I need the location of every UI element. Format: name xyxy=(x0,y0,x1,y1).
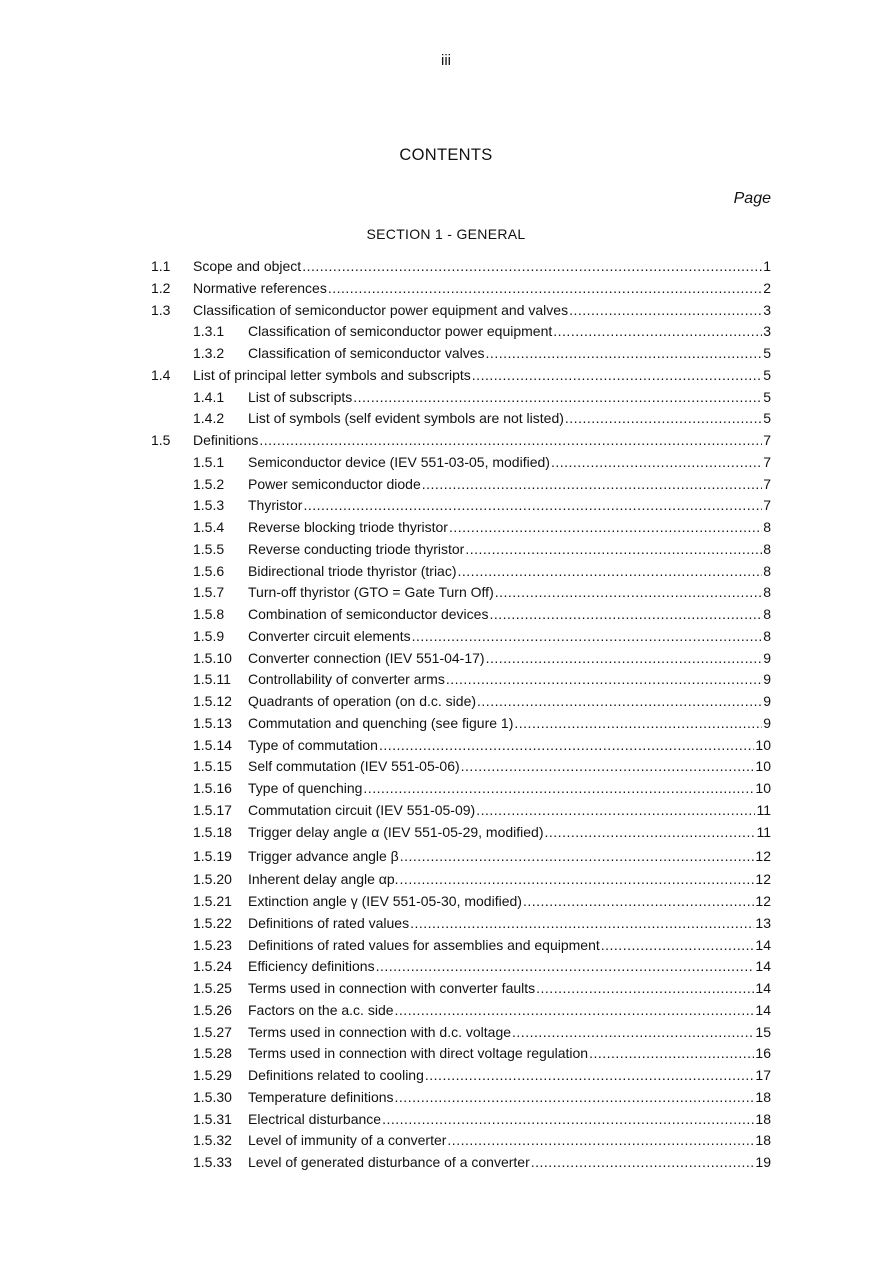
toc-entry-title: Thyristor xyxy=(248,497,303,514)
toc-entry-title: Commutation and quenching (see figure 1) xyxy=(248,714,514,731)
toc-dot-leader xyxy=(489,604,762,626)
toc-entry-page: 14 xyxy=(755,980,771,996)
toc-entry xyxy=(0,1065,892,1087)
toc-entry xyxy=(0,713,892,735)
toc-entry xyxy=(0,582,892,604)
toc-entry xyxy=(0,408,892,430)
toc-entry-line xyxy=(248,561,771,583)
toc-entry-number: 1.5.31 xyxy=(193,1110,232,1127)
toc-entry-title: Classification of semiconductor power equipment and valves xyxy=(193,301,569,318)
toc-entry-title: Type of commutation xyxy=(248,736,378,753)
toc-entry-title: Factors on the a.c. side xyxy=(248,1001,394,1018)
toc-entry-line xyxy=(248,691,771,713)
toc-entry-line xyxy=(248,539,771,561)
toc-entry xyxy=(0,256,892,278)
toc-entry-title: Reverse blocking triode thyristor xyxy=(248,519,448,535)
toc-entry-number: 1.5.1 xyxy=(193,453,225,470)
toc-entry-title: List of principal letter symbols and subscripts xyxy=(193,366,471,383)
toc-entry-line xyxy=(248,822,771,844)
toc-entry-number: 1.5.13 xyxy=(193,714,232,731)
toc-entry xyxy=(0,321,892,343)
toc-entry-line xyxy=(248,495,771,517)
toc-dot-leader xyxy=(472,365,762,387)
toc-entry-page: 3 xyxy=(763,301,771,318)
toc-entry-page: 9 xyxy=(763,714,771,731)
toc-entry-number: 1.5.33 xyxy=(193,1154,232,1170)
toc-entry-number: 1.5.27 xyxy=(193,1023,232,1040)
toc-dot-leader xyxy=(379,735,754,757)
toc-entry-page: 10 xyxy=(755,780,771,796)
toc-entry-number: 1.4.1 xyxy=(193,388,225,405)
toc-entry xyxy=(0,539,892,561)
toc-entry-line xyxy=(248,387,771,409)
toc-dot-leader xyxy=(486,648,763,670)
toc-entry-line xyxy=(193,430,771,452)
toc-entry xyxy=(0,778,892,800)
toc-entry-line xyxy=(248,626,771,648)
toc-entry-page: 8 xyxy=(763,627,771,644)
toc-dot-leader xyxy=(303,495,762,517)
toc-entry xyxy=(0,604,892,626)
toc-dot-leader xyxy=(486,343,763,365)
toc-dot-leader xyxy=(569,300,762,322)
toc-dot-leader xyxy=(458,561,763,583)
toc-entry-title: Quadrants of operation (on d.c. side) xyxy=(248,693,477,709)
toc-entry-number: 1.5.25 xyxy=(193,980,232,996)
toc-entry-number: 1.5.20 xyxy=(193,871,232,888)
toc-entry-title: Inherent delay angle αp. xyxy=(248,871,399,888)
toc-dot-leader xyxy=(382,1109,754,1131)
toc-entry xyxy=(0,1043,892,1065)
toc-dot-leader xyxy=(449,517,762,539)
toc-entry-number: 1.5.14 xyxy=(193,736,232,753)
toc-entry-line xyxy=(248,1022,771,1044)
toc-entry-number: 1.3.1 xyxy=(193,323,225,340)
toc-dot-leader xyxy=(545,822,756,844)
toc-entry-line xyxy=(193,256,771,278)
toc-entry-number: 1.5.3 xyxy=(193,497,225,514)
toc-entry xyxy=(0,891,892,913)
toc-entry-line xyxy=(248,1087,771,1109)
toc-entry-number: 1.2 xyxy=(151,279,171,296)
toc-entry-title: Level of immunity of a converter xyxy=(248,1132,447,1149)
toc-dot-leader xyxy=(425,1065,755,1087)
toc-entry-number: 1.5 xyxy=(151,432,171,448)
toc-dot-leader xyxy=(476,800,755,822)
toc-entry-line xyxy=(248,978,771,1000)
toc-entry-number: 1.4 xyxy=(151,366,171,383)
toc-entry-line xyxy=(193,365,771,387)
toc-entry-title: Definitions xyxy=(193,432,259,448)
toc-entry-number: 1.5.32 xyxy=(193,1132,232,1149)
toc-entry-title: Extinction angle γ (IEV 551-05-30, modified) xyxy=(248,893,522,909)
toc-dot-leader xyxy=(395,1000,755,1022)
toc-entry-line xyxy=(248,474,771,496)
toc-entry-page: 19 xyxy=(755,1154,771,1170)
toc-entry-number: 1.5.10 xyxy=(193,649,232,666)
toc-entry xyxy=(0,691,892,713)
page-column-label: Page xyxy=(733,190,771,207)
toc-entry-page: 7 xyxy=(763,453,771,470)
toc-entry xyxy=(0,452,892,474)
toc-entry-number: 1.3 xyxy=(151,301,171,318)
toc-dot-leader xyxy=(400,869,755,891)
toc-entry-page: 5 xyxy=(763,410,771,427)
toc-entry-line xyxy=(193,300,771,322)
toc-dot-leader xyxy=(259,430,762,452)
toc-entry-number: 1.5.15 xyxy=(193,758,232,775)
toc-entry xyxy=(0,1152,892,1174)
toc-entry-line xyxy=(248,778,771,800)
toc-entry-title: Bidirectional triode thyristor (triac) xyxy=(248,562,457,579)
toc-entry-page: 17 xyxy=(755,1067,771,1083)
toc-dot-leader xyxy=(410,913,754,935)
toc-entry-number: 1.5.26 xyxy=(193,1001,232,1018)
toc-entry-number: 1.5.7 xyxy=(193,584,225,601)
toc-entry xyxy=(0,978,892,1000)
toc-entry-number: 1.5.19 xyxy=(193,848,232,865)
toc-entry xyxy=(0,822,892,844)
toc-entry-line xyxy=(248,869,771,891)
toc-entry-line xyxy=(248,452,771,474)
toc-entry xyxy=(0,956,892,978)
toc-entry-page: 18 xyxy=(755,1088,771,1105)
toc-entry xyxy=(0,300,892,322)
toc-dot-leader xyxy=(514,713,762,735)
toc-entry-page: 9 xyxy=(763,671,771,688)
toc-entry xyxy=(0,1109,892,1131)
toc-entry-title: Electrical disturbance xyxy=(248,1110,382,1127)
toc-entry-number: 1.5.29 xyxy=(193,1067,232,1083)
toc-entry-line xyxy=(248,843,771,869)
toc-dot-leader xyxy=(400,843,755,869)
toc-entry-line xyxy=(248,1000,771,1022)
toc-entry-page: 18 xyxy=(755,1110,771,1127)
toc-entry-page: 11 xyxy=(756,823,771,840)
toc-entry-title: Controllability of converter arms xyxy=(248,671,445,688)
toc-entry-line xyxy=(248,343,771,365)
toc-entry xyxy=(0,1022,892,1044)
toc-entry-title: Definitions of rated values xyxy=(248,914,410,931)
toc-entry-page: 8 xyxy=(763,584,771,601)
toc-entry xyxy=(0,517,892,539)
toc-entry-page: 7 xyxy=(763,497,771,514)
toc-entry-title: Power semiconductor diode xyxy=(248,475,421,492)
toc-entry-page: 5 xyxy=(763,388,771,405)
toc-entry-title: Terms used in connection with d.c. voltage xyxy=(248,1023,512,1040)
toc-dot-leader xyxy=(565,408,762,430)
toc-entry xyxy=(0,495,892,517)
toc-dot-leader xyxy=(551,452,762,474)
toc-entry-title: Classification of semiconductor valves xyxy=(248,345,485,361)
toc-entry-number: 1.5.18 xyxy=(193,823,232,840)
toc-entry-title: Reverse conducting triode thyristor xyxy=(248,540,465,557)
toc-entry-page: 7 xyxy=(763,475,771,492)
toc-entry xyxy=(0,474,892,496)
toc-entry-number: 1.5.17 xyxy=(193,801,232,818)
toc-entry-page: 9 xyxy=(763,649,771,666)
toc-entry-title: Terms used in connection with converter faults xyxy=(248,980,536,996)
toc-entry-line xyxy=(248,735,771,757)
toc-entry-line xyxy=(248,321,771,343)
toc-entry xyxy=(0,430,892,452)
toc-entry-number: 1.5.24 xyxy=(193,958,232,975)
toc-entry-page: 8 xyxy=(763,540,771,557)
toc-entry-title: Classification of semiconductor power equipment xyxy=(248,323,553,340)
toc-entry xyxy=(0,626,892,648)
toc-dot-leader xyxy=(512,1022,754,1044)
toc-dot-leader xyxy=(395,1087,755,1109)
toc-entry-title: Turn-off thyristor (GTO = Gate Turn Off) xyxy=(248,584,494,601)
toc-entry-line xyxy=(248,517,771,539)
toc-entry-title: Self commutation (IEV 551-05-06) xyxy=(248,758,460,775)
toc-entry-number: 1.5.30 xyxy=(193,1088,232,1105)
toc-entry-page: 8 xyxy=(763,519,771,535)
toc-entry-number: 1.5.2 xyxy=(193,475,225,492)
toc-entry-line xyxy=(248,1109,771,1131)
toc-entry-line xyxy=(248,669,771,691)
toc-entry-number: 1.5.16 xyxy=(193,780,232,796)
toc-entry-page: 8 xyxy=(763,562,771,579)
toc-entry-page: 13 xyxy=(755,914,771,931)
toc-entry xyxy=(0,343,892,365)
toc-entry-number: 1.5.21 xyxy=(193,893,232,909)
toc-entry-number: 1.5.11 xyxy=(193,671,231,688)
toc-entry-line xyxy=(248,713,771,735)
toc-entry xyxy=(0,756,892,778)
toc-entry-title: Converter circuit elements xyxy=(248,627,411,644)
toc-entry-line xyxy=(248,935,771,957)
toc-dot-leader xyxy=(553,321,762,343)
toc-entry-number: 1.5.12 xyxy=(193,693,232,709)
toc-entry-page: 15 xyxy=(755,1023,771,1040)
toc-entry-page: 3 xyxy=(763,323,771,340)
toc-entry-page: 10 xyxy=(755,758,771,775)
toc-entry-title: Converter connection (IEV 551-04-17) xyxy=(248,649,485,666)
toc-dot-leader xyxy=(328,278,762,300)
toc-entry-number: 1.5.4 xyxy=(193,519,225,535)
toc-dot-leader xyxy=(412,626,763,648)
toc-entry-number: 1.5.6 xyxy=(193,562,225,579)
toc-entry-line xyxy=(248,408,771,430)
toc-entry-number: 1.4.2 xyxy=(193,410,225,427)
toc-entry-number: 1.5.28 xyxy=(193,1045,232,1062)
toc-entry-number: 1.5.23 xyxy=(193,936,232,953)
toc-dot-leader xyxy=(446,669,762,691)
toc-entry-line xyxy=(248,800,771,822)
toc-entry-title: Level of generated disturbance of a converter xyxy=(248,1154,530,1170)
toc-entry xyxy=(0,935,892,957)
toc-entry-title: Semiconductor device (IEV 551-03-05, modified) xyxy=(248,453,550,470)
toc-entry-number: 1.5.9 xyxy=(193,627,225,644)
toc-entry xyxy=(0,1000,892,1022)
toc-entry-page: 5 xyxy=(763,345,771,361)
toc-entry-page: 11 xyxy=(756,801,771,818)
toc-entry-page: 10 xyxy=(755,736,771,753)
toc-entry-title: Efficiency definitions xyxy=(248,958,375,975)
toc-entry-line xyxy=(193,278,771,300)
toc-dot-leader xyxy=(465,539,762,561)
toc-entry-title: Trigger advance angle β xyxy=(248,848,399,865)
toc-entry-line xyxy=(248,756,771,778)
page-title: CONTENTS xyxy=(399,146,493,164)
toc-dot-leader xyxy=(422,474,762,496)
toc-entry-line xyxy=(248,582,771,604)
toc-entry-page: 12 xyxy=(755,893,771,909)
toc-entry-page: 7 xyxy=(763,432,771,448)
toc-dot-leader xyxy=(495,582,762,604)
toc-entry xyxy=(0,669,892,691)
toc-entry-page: 8 xyxy=(763,606,771,622)
toc-entry xyxy=(0,365,892,387)
toc-entry xyxy=(0,800,892,822)
toc-entry xyxy=(0,648,892,670)
toc-dot-leader xyxy=(376,956,755,978)
toc-dot-leader xyxy=(302,256,762,278)
toc-dot-leader xyxy=(363,778,754,800)
toc-entry-line xyxy=(248,648,771,670)
toc-entry-page: 14 xyxy=(755,936,771,953)
toc-entry-line xyxy=(248,1152,771,1174)
toc-entry-page: 12 xyxy=(755,871,771,888)
toc-entry-page: 2 xyxy=(763,279,771,296)
toc-entry-line xyxy=(248,604,771,626)
toc-entry-line xyxy=(248,1065,771,1087)
toc-entry xyxy=(0,278,892,300)
toc-entry xyxy=(0,843,892,869)
section-heading: SECTION 1 - GENERAL xyxy=(366,226,526,242)
toc-entry-title: Trigger delay angle α (IEV 551-05-29, modified) xyxy=(248,823,544,840)
toc-dot-leader xyxy=(523,891,754,913)
toc-dot-leader xyxy=(536,978,754,1000)
toc-dot-leader xyxy=(531,1152,755,1174)
toc-entry-number: 1.5.5 xyxy=(193,540,225,557)
toc-entry-title: Temperature definitions xyxy=(248,1088,394,1105)
toc-entry-page: 5 xyxy=(763,366,771,383)
page-number: iii xyxy=(441,52,451,69)
toc-entry xyxy=(0,561,892,583)
toc-entry-title: Terms used in connection with direct voltage regulation xyxy=(248,1045,589,1062)
toc-entry-page: 12 xyxy=(755,848,771,865)
toc-entry-page: 16 xyxy=(755,1045,771,1062)
toc-entry xyxy=(0,1087,892,1109)
toc-entry-title: Commutation circuit (IEV 551-05-09) xyxy=(248,801,476,818)
toc-dot-leader xyxy=(589,1043,754,1065)
toc-entry-page: 1 xyxy=(763,258,771,274)
toc-entry-page: 9 xyxy=(763,693,771,709)
toc-entry-page: 14 xyxy=(755,1001,771,1018)
toc-entry-title: List of subscripts xyxy=(248,388,353,405)
toc-dot-leader xyxy=(601,935,755,957)
toc-dot-leader xyxy=(447,1130,754,1152)
toc-entry-line xyxy=(248,891,771,913)
toc-entry-number: 1.3.2 xyxy=(193,345,225,361)
toc-entry xyxy=(0,1130,892,1152)
toc-entry-title: Combination of semiconductor devices xyxy=(248,606,489,622)
toc-entry-title: Type of quenching xyxy=(248,780,363,796)
toc-entry-title: Normative references xyxy=(193,279,327,296)
toc-entry xyxy=(0,387,892,409)
toc-entry-line xyxy=(248,1130,771,1152)
toc-entry-title: List of symbols (self evident symbols are not listed) xyxy=(248,410,564,427)
toc-entry xyxy=(0,869,892,891)
toc-entry xyxy=(0,913,892,935)
toc-entry-page: 18 xyxy=(755,1132,771,1149)
toc-dot-leader xyxy=(353,387,762,409)
toc-entry-number: 1.5.22 xyxy=(193,914,232,931)
toc-entry-title: Definitions of rated values for assemblies and equipment xyxy=(248,936,600,953)
toc-entry-title: Scope and object xyxy=(193,258,302,274)
toc-entry-title: Definitions related to cooling xyxy=(248,1067,424,1083)
toc-entry-number: 1.5.8 xyxy=(193,606,225,622)
toc-entry xyxy=(0,735,892,757)
table-of-contents xyxy=(0,256,892,1174)
toc-entry-line xyxy=(248,913,771,935)
toc-dot-leader xyxy=(477,691,762,713)
toc-entry-line xyxy=(248,1043,771,1065)
toc-entry-line xyxy=(248,956,771,978)
toc-entry-page: 14 xyxy=(755,958,771,975)
toc-dot-leader xyxy=(461,756,755,778)
toc-entry-number: 1.1 xyxy=(151,258,171,274)
